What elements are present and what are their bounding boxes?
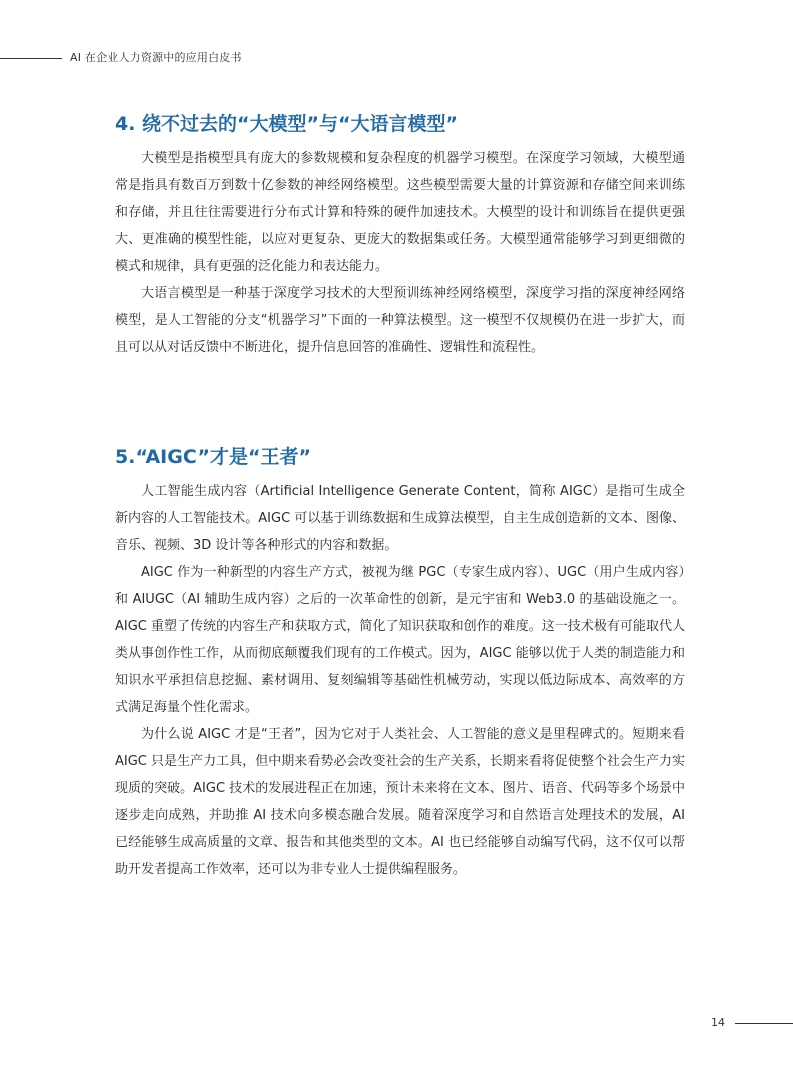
paragraph: 人工智能生成内容（Artificial Intelligence Generate Content，简称 AIGC）是指可生成全新内容的人工智能技术。AIGC 可以基于训练数据和生成算法模型，自主生成创造新的文本、图像、音乐、视频、3D 设计等各种形式的内容和数据。 xyxy=(115,484,685,553)
paragraph: 大语言模型是一种基于深度学习技术的大型预训练神经网络模型，深度学习指的深度神经网络模型，是人工智能的分支“机器学习”下面的一种算法模型。这一模型不仅规模仍在进一步扩大，而且可以从对话反馈中不断进化，提升信息回答的准确性、逻辑性和流程性。 xyxy=(115,286,685,355)
page-footer xyxy=(711,1015,793,1031)
section-title: 4. 绕不过去的“大模型”与“大语言模型” xyxy=(115,113,459,135)
section-aigc xyxy=(115,444,685,883)
page-header xyxy=(0,50,242,66)
footer-rule xyxy=(735,1023,793,1024)
paragraph: 为什么说 AIGC 才是“王者”，因为它对于人类社会、人工智能的意义是里程碑式的。短期来看 AIGC 只是生产力工具，但中期来看势必会改变社会的生产关系，长期来看将促使整个社会生产力实现质的突破。AIGC 技术的发展进程正在加速，预计未来将在文本、图片、语音、代码等多个场景中逐步走向成熟，并助推 AI 技术向多模态融合发展。随着深度学习和自然语言处理技术的发展，AI 已经能够生成高质量的文章、报告和其他类型的文本。AI 也已经能够自动编写代码，这不仅可以帮助开发者提高工作效率，还可以为非专业人士提供编程服务。 xyxy=(115,727,685,877)
header-title: AI 在企业人力资源中的应用白皮书 xyxy=(70,51,242,64)
page-number: 14 xyxy=(711,1016,725,1029)
section-title: 5.“AIGC”才是“王者” xyxy=(115,446,311,468)
paragraph: 大模型是指模型具有庞大的参数规模和复杂程度的机器学习模型。在深度学习领域，大模型通常是指具有数百万到数十亿参数的神经网络模型。这些模型需要大量的计算资源和存储空间来训练和存储，并且往往需要进行分布式计算和特殊的硬件加速技术。大模型的设计和训练旨在提供更强大、更准确的模型性能，以应对更复杂、更庞大的数据集或任务。大模型通常能够学习到更细微的模式和规律，具有更强的泛化能力和表达能力。 xyxy=(115,151,685,274)
header-rule xyxy=(0,58,62,59)
paragraph: AIGC 作为一种新型的内容生产方式，被视为继 PGC（专家生成内容）、UGC（用户生成内容）和 AIUGC（AI 辅助生成内容）之后的一次革命性的创新，是元宇宙和 Web3.0 的基础设施之一。AIGC 重塑了传统的内容生产和获取方式，简化了知识获取和创作的难度。这一技术极有可能取代人类从事创作性工作，从而彻底颠覆我们现有的工作模式。因为，AIGC 能够以优于人类的制造能力和知识水平承担信息挖掘、素材调用、复刻编辑等基础性机械劳动，实现以低边际成本、高效率的方式满足海量个性化需求。 xyxy=(115,565,685,715)
section-large-models xyxy=(115,111,685,361)
